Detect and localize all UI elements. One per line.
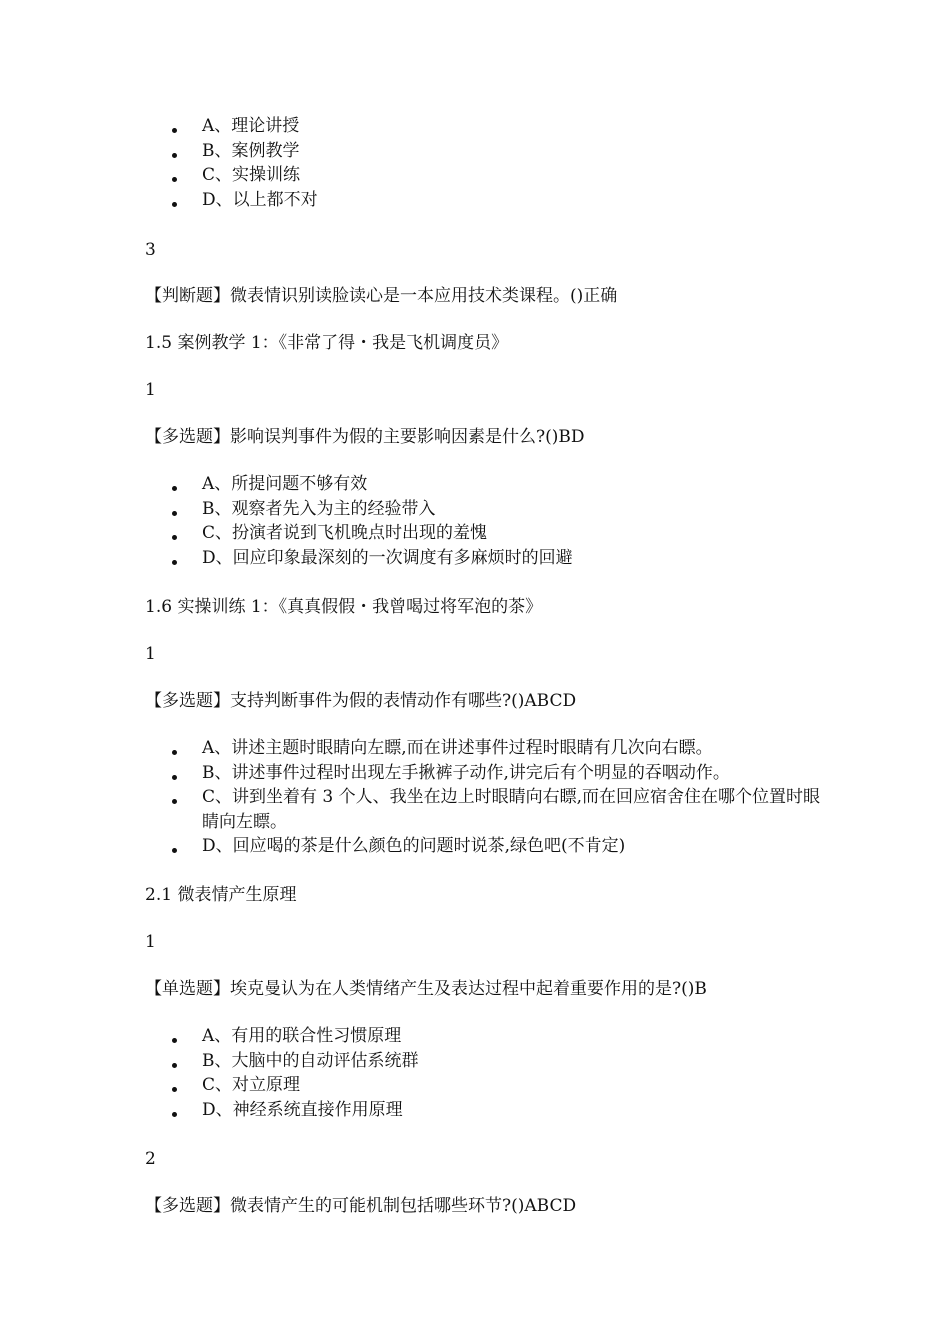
option-list <box>0 1024 419 1122</box>
question-text: 【多选题】支持判断事件为假的表情动作有哪些?()ABCD <box>145 691 577 711</box>
question-number: 3 <box>145 240 156 260</box>
option-item: B、观察者先入为主的经验带入 <box>0 497 573 522</box>
option-list <box>0 736 822 859</box>
option-item: D、回应印象最深刻的一次调度有多麻烦时的回避 <box>0 546 573 571</box>
question-text: 【单选题】埃克曼认为在人类情绪产生及表达过程中起着重要作用的是?()B <box>145 979 707 999</box>
option-item: D、回应喝的茶是什么颜色的问题时说茶,绿色吧(不肯定) <box>0 834 822 859</box>
option-item: D、神经系统直接作用原理 <box>0 1098 419 1123</box>
question-number: 1 <box>145 644 156 664</box>
option-item: C、实操训练 <box>0 163 318 188</box>
section-heading: 1.6 实操训练 1：《真真假假・我曾喝过将军泡的茶》 <box>145 597 543 617</box>
option-item: A、有用的联合性习惯原理 <box>0 1024 419 1049</box>
question-number: 2 <box>145 1149 156 1169</box>
option-item: C、扮演者说到飞机晚点时出现的羞愧 <box>0 521 573 546</box>
option-item: A、所提问题不够有效 <box>0 472 573 497</box>
option-item: B、案例教学 <box>0 139 318 164</box>
option-item: A、讲述主题时眼睛向左瞟,而在讲述事件过程时眼睛有几次向右瞟。 <box>0 736 822 761</box>
question-text: 【多选题】微表情产生的可能机制包括哪些环节?()ABCD <box>145 1196 577 1216</box>
option-item: A、理论讲授 <box>0 114 318 139</box>
question-number: 1 <box>145 932 156 952</box>
section-heading: 1.5 案例教学 1：《非常了得・我是飞机调度员》 <box>145 333 509 353</box>
option-item: D、以上都不对 <box>0 188 318 213</box>
option-list <box>0 114 318 212</box>
question-text: 【多选题】影响误判事件为假的主要影响因素是什么?()BD <box>145 427 585 447</box>
option-list <box>0 472 573 570</box>
question-number: 1 <box>145 380 156 400</box>
question-text: 【判断题】微表情识别读脸读心是一本应用技术类课程。()正确 <box>145 286 618 306</box>
option-item: C、讲到坐着有 3 个人、我坐在边上时眼睛向右瞟,而在回应宿舍住在哪个位置时眼睛向左瞟。 <box>0 785 822 834</box>
section-heading: 2.1 微表情产生原理 <box>145 885 297 905</box>
option-item: C、对立原理 <box>0 1073 419 1098</box>
option-item: B、大脑中的自动评估系统群 <box>0 1049 419 1074</box>
option-item: B、讲述事件过程时出现左手揪裤子动作,讲完后有个明显的吞咽动作。 <box>0 761 822 786</box>
